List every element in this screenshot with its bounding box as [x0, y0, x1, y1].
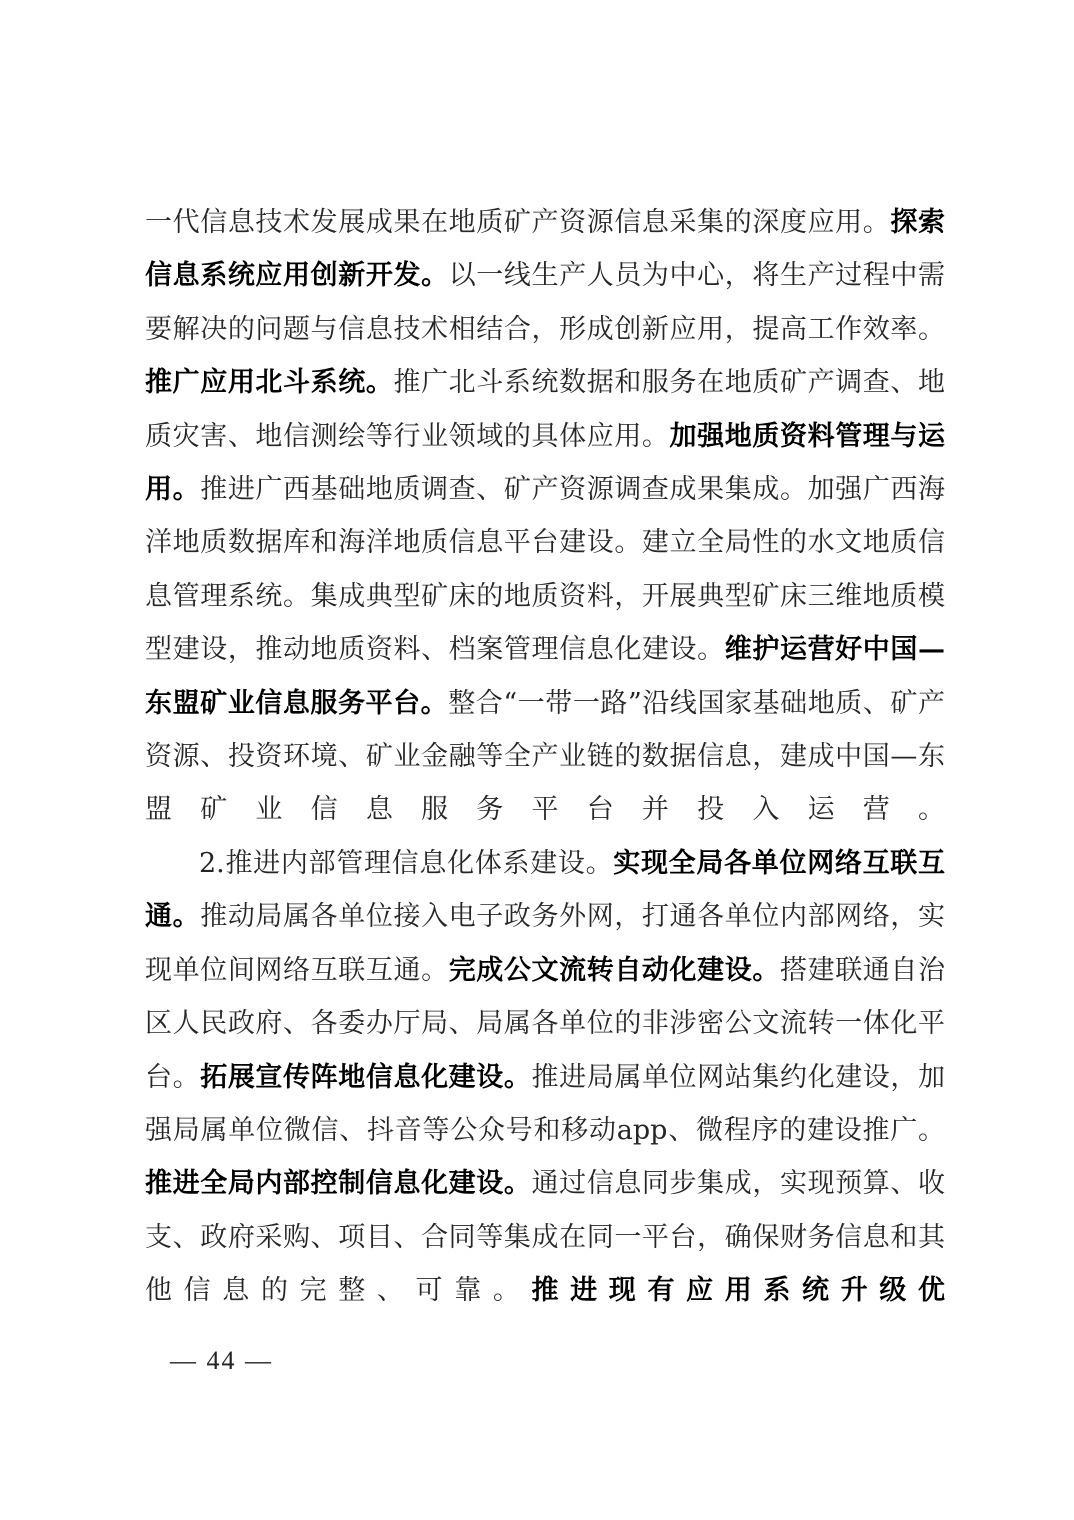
paragraph-text: 推广北斗系统数据和服务在地质矿产调查、地质灾害、地信测绘等行业领域的具体应用。 [145, 367, 946, 452]
bold-heading: 探索信息系统应用创新开发。 [145, 207, 946, 292]
bold-heading: 推进全局内部控制信息化建设。 [145, 1168, 532, 1200]
bold-heading: 推进现有应用系统升级优 [531, 1275, 945, 1307]
bold-heading: 加强地质资料管理与运用。 [145, 420, 946, 506]
body-text [145, 196, 945, 1318]
paragraph-text: 推进广西基础地质调查、矿产资源调查成果集成。加强广西海洋地质数据库和海洋地质信息平台建设。建立全局性的水文地质信息管理系统。集成典型矿床的地质资料，开展典型矿床三维地质模型建设，推动地质资料、档案管理信息化建设。 [145, 474, 946, 666]
paragraph-text: 一代信息技术发展成果在地质矿产资源信息采集的深度应用。 [145, 207, 891, 238]
paragraph-text: 推动局属各单位接入电子政务外网，打通各单位内部网络，实现单位间网络互联互通。 [145, 901, 946, 986]
page-number: — 44 — [170, 1346, 273, 1375]
paragraph-text: 整合“一带一路”沿线国家基础地质、矿产资源、投资环境、矿业金融等全产业链的数据信息，建成中国—东盟矿业信息服务平台并投入运营。 [145, 687, 945, 826]
bold-heading: 维护运营好中国—东盟矿业信息服务平台。 [145, 634, 945, 719]
bold-heading: 推广应用北斗系统。 [145, 367, 394, 399]
bold-heading: 完成公文流转自动化建设。 [448, 954, 780, 986]
paragraph-text: 通过信息同步集成，实现预算、收支、政府采购、项目、合同等集成在同一平台，确保财务信息和其他信息的完整、可靠。 [145, 1168, 945, 1307]
bold-heading: 实现全局各单位网络互联互通。 [145, 847, 945, 933]
paragraph-text: 搭建联通自治区人民政府、各委办厅局、局属各单位的非涉密公文流转一体化平台。 [145, 954, 946, 1093]
paragraph-text: 推进局属单位网站集约化建设，加强局属单位微信、抖音等公众号和移动app、微程序的建设推广。 [145, 1061, 946, 1146]
paragraph-text: 以一线生产人员为中心，将生产过程中需要解决的问题与信息技术相结合，形成创新应用，提高工作效率。 [145, 260, 946, 345]
bold-heading: 拓展宣传阵地信息化建设。 [200, 1061, 532, 1093]
paragraph-2 [145, 837, 945, 1318]
paragraph-1 [145, 196, 945, 837]
section-number-heading: 2.推进内部管理信息化体系建设。 [199, 847, 614, 879]
